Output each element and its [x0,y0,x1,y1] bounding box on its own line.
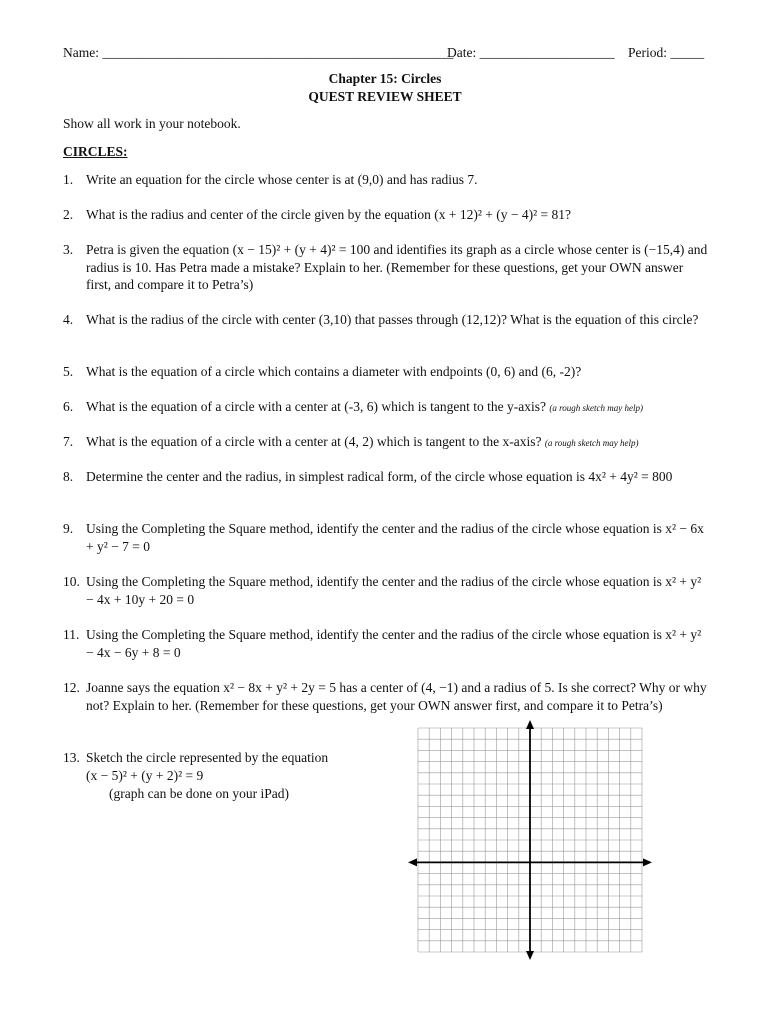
question-hint: (a rough sketch may help) [549,403,643,413]
y-axis-down-arrow [526,951,534,960]
question-number: 7. [63,434,74,449]
question-number: 6. [63,399,74,414]
question-number: 2. [63,207,74,222]
date-field: Date: ____________________ [447,45,615,60]
question-number: 13. [63,750,80,765]
question-number: 3. [63,242,74,257]
question-text: Sketch the circle represented by the equation [86,750,329,765]
sheet-title: QUEST REVIEW SHEET [308,89,462,104]
question-text: What is the equation of a circle with a center at (4, 2) which is tangent to the x-axis? [86,434,542,449]
question-body [86,433,711,453]
question-number: 10. [63,574,80,589]
question-text: Petra is given the equation (x − 15)² + (y + 4)² = 100 and identifies its graph as a circle whose center is (−15,4) and radius is 10. Has Petra made a mistake? Explain to her. (Remember for these questions, get your OWN answer first, and compare it to Petra’s) [86,242,708,292]
question-text: What is the radius and center of the circle given by the equation (x + 12)² + (y − 4)² = 81? [86,207,572,222]
question-number: 12. [63,680,80,695]
x-axis-left-arrow [408,858,417,866]
question-number: 8. [63,469,74,484]
question-text: Using the Completing the Square method, identify the center and the radius of the circle whose equation is x² + y² − 4x + 10y + 20 = 0 [86,574,702,607]
question-number: 1. [63,172,74,187]
question-number: 9. [63,521,74,536]
question-text: Using the Completing the Square method, identify the center and the radius of the circle whose equation is x² − 6x + y² − 7 = 0 [86,521,704,554]
question-text: What is the radius of the circle with center (3,10) that passes through (12,12)? What is the equation of this circle? [86,312,699,327]
question-text: What is the equation of a circle which contains a diameter with endpoints (0, 6) and (6, -2)? [86,364,582,379]
y-axis-up-arrow [526,720,534,729]
instructions-note: Show all work in your notebook. [63,116,241,131]
question-body [86,398,711,418]
question-number: 11. [63,627,80,642]
name-field: Name: ____________________________________________________ [63,45,454,60]
question-text: Determine the center and the radius, in simplest radical form, of the circle whose equation is 4x² + 4y² = 800 [86,469,673,484]
coordinate-grid [408,720,652,960]
question-hint: (a rough sketch may help) [544,438,639,448]
question-13-equation: (x − 5)² + (y + 2)² = 9 [86,768,204,783]
section-heading: CIRCLES: [63,144,128,159]
question-number: 5. [63,364,74,379]
question-13-note: (graph can be done on your iPad) [109,786,289,801]
question-text: Using the Completing the Square method, identify the center and the radius of the circle whose equation is x² + y² − 4x − 6y + 8 = 0 [86,627,702,660]
question-number: 4. [63,312,74,327]
x-axis-right-arrow [643,858,652,866]
question-text: Joanne says the equation x² − 8x + y² + 2y = 5 has a center of (4, −1) and a radius of 5. Is she correct? Why or why not? Explain to her. (Remember for these questions, get your OWN answer first, and compare it to Petra’s) [86,680,707,713]
period-field: Period: _____ [628,45,705,60]
chapter-title: Chapter 15: Circles [328,71,442,86]
question-text: Write an equation for the circle whose center is at (9,0) and has radius 7. [86,172,478,187]
question-text: What is the equation of a circle with a center at (-3, 6) which is tangent to the y-axis? [86,399,546,414]
